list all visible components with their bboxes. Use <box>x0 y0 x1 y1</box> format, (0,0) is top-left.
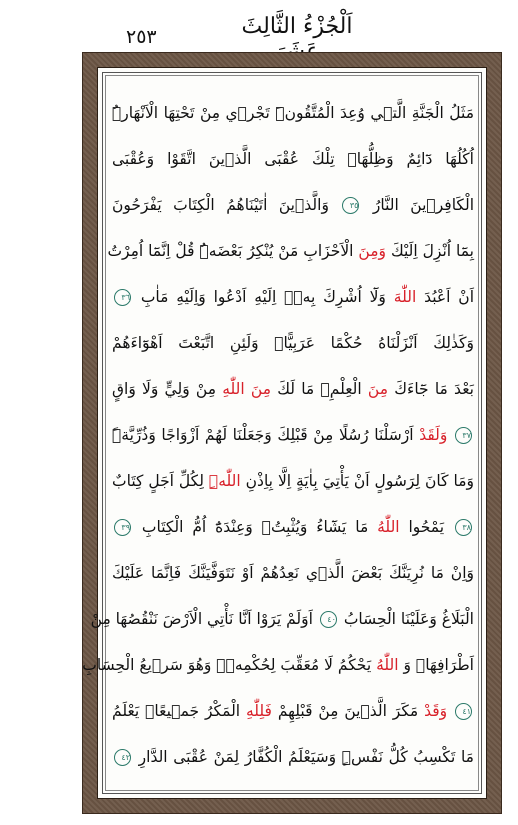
divine-name-highlight: فَلِلّٰهِ <box>245 702 272 720</box>
verse-line <box>112 412 474 458</box>
verse-text: وَاِنْ مَا نُرِيَنَّكَ بَعْضَ الَّذ۪ي نَعِدُهُمْ اَوْ نَتَوَفَّيَنَّكَ فَاِنَّمَا عَلَيْكَ <box>112 564 474 582</box>
juz-title: اَلْجُزْءُ الثَّالِثَ <box>241 14 353 39</box>
divine-name-highlight: اللّٰهُ <box>377 518 400 536</box>
verse-line <box>112 688 474 734</box>
verse-text: مَا يَشَٓاءُ وَيُثْبِتُۚ وَعِنْدَهُٓ اُمُّ الْكِتَابِ <box>141 518 369 536</box>
verse-line <box>112 550 474 596</box>
ayah-number-marker: ٣٩ <box>114 519 131 536</box>
verse-line <box>112 458 474 504</box>
divine-name-highlight: مِنَ اللّٰهِ <box>222 380 271 398</box>
verse-line <box>107 228 474 274</box>
divine-name-highlight: وَقَدْ <box>424 702 448 720</box>
divine-name-highlight: اللّٰهِۜ <box>208 472 241 490</box>
verse-line <box>112 320 474 366</box>
verse-text: يَمْحُوا <box>408 518 445 536</box>
divine-name-highlight: اللّٰهَ <box>393 288 417 306</box>
verse-text: بَعْدَ مَا جَٓاءَكَ <box>394 380 474 398</box>
verse-line <box>112 274 474 320</box>
verse-line <box>90 596 474 642</box>
verse-line <box>112 90 474 136</box>
verse-text: لِكُلِّ اَجَلٍ كِتَابٌ <box>112 472 204 490</box>
verse-line <box>112 366 474 412</box>
verse-text: مَثَلُ الْجَنَّةِ الَّت۪ي وُعِدَ الْمُتَّقُونَۜ تَجْر۪ي مِنْ تَحْتِهَا الْاَنْهَارُۜ <box>112 104 474 122</box>
verse-text: الْمَكْرُ جَم۪يعًاۜ يَعْلَمُ <box>112 702 241 720</box>
verse-text: وَكَذٰلِكَ اَنْزَلْنَاهُ حُكْمًا عَرَبِيًّاۜ وَلَئِنِ اتَّبَعْتَ اَهْوَٓاءَهُمْ <box>112 334 474 352</box>
verse-text: الْكَافِر۪ينَ النَّارُ <box>372 196 475 214</box>
verse-text: اَنْ اَعْبُدَ <box>424 288 474 306</box>
quran-text-block <box>82 90 475 780</box>
divine-name-highlight: مِنَ <box>367 380 389 398</box>
verse-line <box>112 182 474 228</box>
verse-line <box>112 734 474 780</box>
page-header <box>0 0 518 58</box>
verse-text: وَمَا كَانَ لِرَسُولٍ اَنْ يَأْتِيَ بِاٰيَةٍ اِلَّا بِاِذْنِ <box>245 472 475 490</box>
divine-name-highlight: اللّٰهُ <box>376 656 399 674</box>
page-number: ٢٥٣ <box>126 26 157 48</box>
verse-text: يَحْكُمُ لَا مُعَقِّبَ لِحُكْمِه۪ۜ وَهُوَ سَر۪يعُ الْحِسَابِ <box>82 656 372 674</box>
ayah-number-marker: ٤١ <box>455 703 472 720</box>
verse-text: الْاَحْزَابِ مَنْ يُنْكِرُ بَعْضَهُۜ قُلْ اِنَّمَٓا اُمِرْتُ <box>107 242 354 260</box>
verse-text: مَا تَكْسِبُ كُلُّ نَفْسٍۜ وَسَيَعْلَمُ الْكُفَّارُ لِمَنْ عُقْبَى الدَّارِ <box>138 748 474 766</box>
verse-text: وَلَٓا اُشْرِكَ بِه۪ۜ اِلَيْهِ اَدْعُوا وَاِلَيْهِ مَاٰبِ <box>140 288 386 306</box>
verse-line <box>112 136 474 182</box>
verse-line <box>112 504 474 550</box>
ayah-number-marker: ٤٢ <box>114 749 131 766</box>
ayah-number-marker: ٤٠ <box>320 611 337 628</box>
verse-text: وَالَّذ۪ينَ اٰتَيْنَاهُمُ الْكِتَابَ يَفْرَحُونَ <box>112 196 329 214</box>
ayah-number-marker: ٣٧ <box>455 427 472 444</box>
verse-text: اُكُلُهَا دَٓائِمٌ وَظِلُّهَاۜ تِلْكَ عُقْبَى الَّذ۪ينَ اتَّقَوْا وَعُقْبَى <box>112 150 474 168</box>
verse-text: الْعِلْمِۙ مَا لَكَ <box>277 380 362 398</box>
ornamental-frame <box>82 52 502 814</box>
verse-text: اَرْسَلْنَا رُسُلًا مِنْ قَبْلِكَ وَجَعَلْنَا لَهُمْ اَزْوَاجًا وَذُرِّيَّةًۜ <box>112 426 414 444</box>
verse-text: بِمَٓا اُنْزِلَ اِلَيْكَ <box>390 242 474 260</box>
ayah-number-marker: ٣٥ <box>342 197 359 214</box>
verse-text: اَطْرَافِهَاۜ وَ <box>403 656 474 674</box>
verse-text: اَوَلَمْ يَرَوْا اَنَّا نَأْتِي الْاَرْضَ نَنْقُصُهَا مِنْ <box>90 610 313 628</box>
divine-name-highlight: وَلَقَدْ <box>419 426 448 444</box>
ayah-number-marker: ٣٨ <box>455 519 472 536</box>
verse-text: مَكَرَ الَّذ۪ينَ مِنْ قَبْلِهِمْ <box>277 702 419 720</box>
text-panel <box>82 67 487 799</box>
divine-name-highlight: وَمِنَ <box>358 242 386 260</box>
ayah-number-marker: ٣٦ <box>114 289 131 306</box>
verse-text: مِنْ وَلِيٍّ وَلَا وَاقٍ <box>112 380 216 398</box>
verse-text: الْبَلَاغُ وَعَلَيْنَا الْحِسَابُ <box>343 610 474 628</box>
verse-line <box>82 642 474 688</box>
